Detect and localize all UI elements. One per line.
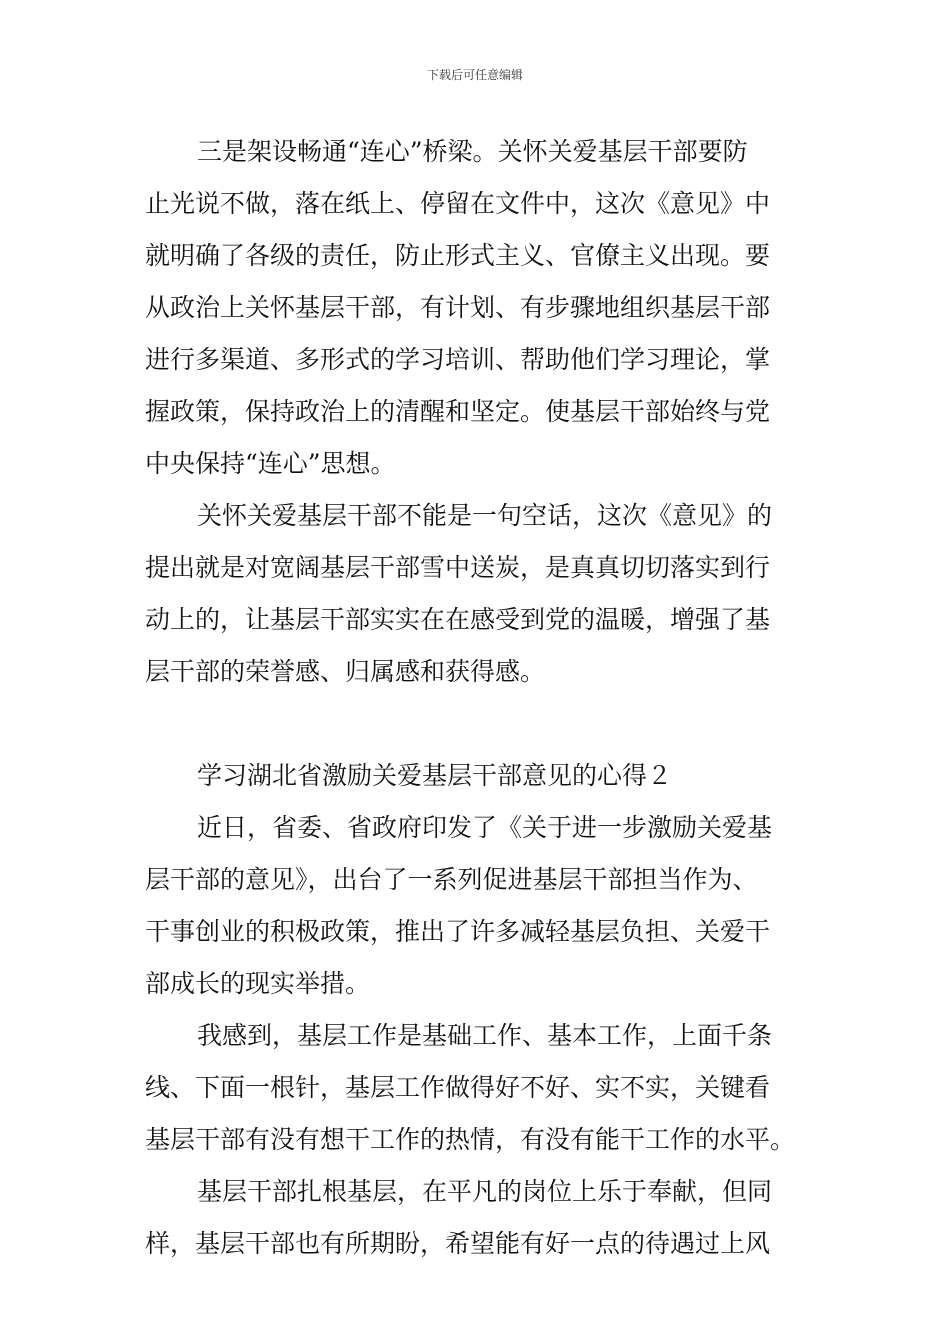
paragraph-line: 三是架设畅通“连心”桥梁。关怀关爱基层干部要防: [197, 137, 748, 166]
section-heading: 学习湖北省激励关爱基层干部意见的心得２: [197, 761, 673, 790]
paragraph-line: 近日，省委、省政府印发了《关于进一步激励关爱基: [197, 813, 773, 842]
paragraph-line: 关怀关爱基层干部不能是一句空话，这次《意见》的: [197, 501, 773, 530]
document-body: [145, 126, 807, 1270]
paragraph-line: 样，基层干部也有所期盼，希望能有好一点的待遇过上风: [145, 1229, 771, 1258]
paragraph-line: 线、下面一根针，基层工作做得好不好、实不实，关键看: [145, 1073, 771, 1102]
paragraph-line: 层干部的意见》，出台了一系列促进基层干部担当作为、: [145, 865, 758, 894]
page-header: 下载后可任意编辑: [426, 68, 523, 82]
blank-line: [145, 698, 807, 750]
paragraph-line: 层干部的荣誉感、归属感和获得感。: [145, 657, 546, 686]
paragraph-line: 止光说不做，落在纸上、停留在文件中，这次《意见》中: [145, 189, 771, 218]
paragraph-line: 中央保持“连心”思想。: [145, 449, 396, 478]
paragraph-line: 干事创业的积极政策，推出了许多减轻基层负担、关爱干: [145, 917, 771, 946]
paragraph-line: 我感到，基层工作是基础工作、基本工作，上面千条: [197, 1021, 773, 1050]
paragraph-line: 基层干部有没有想干工作的热情，有没有能干工作的水平。: [145, 1125, 796, 1154]
paragraph-line: 从政治上关怀基层干部，有计划、有步骤地组织基层干部: [145, 293, 771, 322]
paragraph-line: 提出就是对宽阔基层干部雪中送炭，是真真切切落实到行: [145, 553, 771, 582]
paragraph-line: 握政策，保持政治上的清醒和坚定。使基层干部始终与党: [145, 397, 771, 426]
paragraph-line: 就明确了各级的责任，防止形式主义、官僚主义出现。要: [145, 241, 771, 270]
paragraph-line: 基层干部扎根基层，在平凡的岗位上乐于奉献，但同: [197, 1177, 773, 1206]
paragraph-line: 动上的，让基层干部实实在在感受到党的温暖，增强了基: [145, 605, 771, 634]
paragraph-line: 部成长的现实举措。: [145, 969, 371, 998]
paragraph-line: 进行多渠道、多形式的学习培训、帮助他们学习理论，掌: [145, 345, 771, 374]
